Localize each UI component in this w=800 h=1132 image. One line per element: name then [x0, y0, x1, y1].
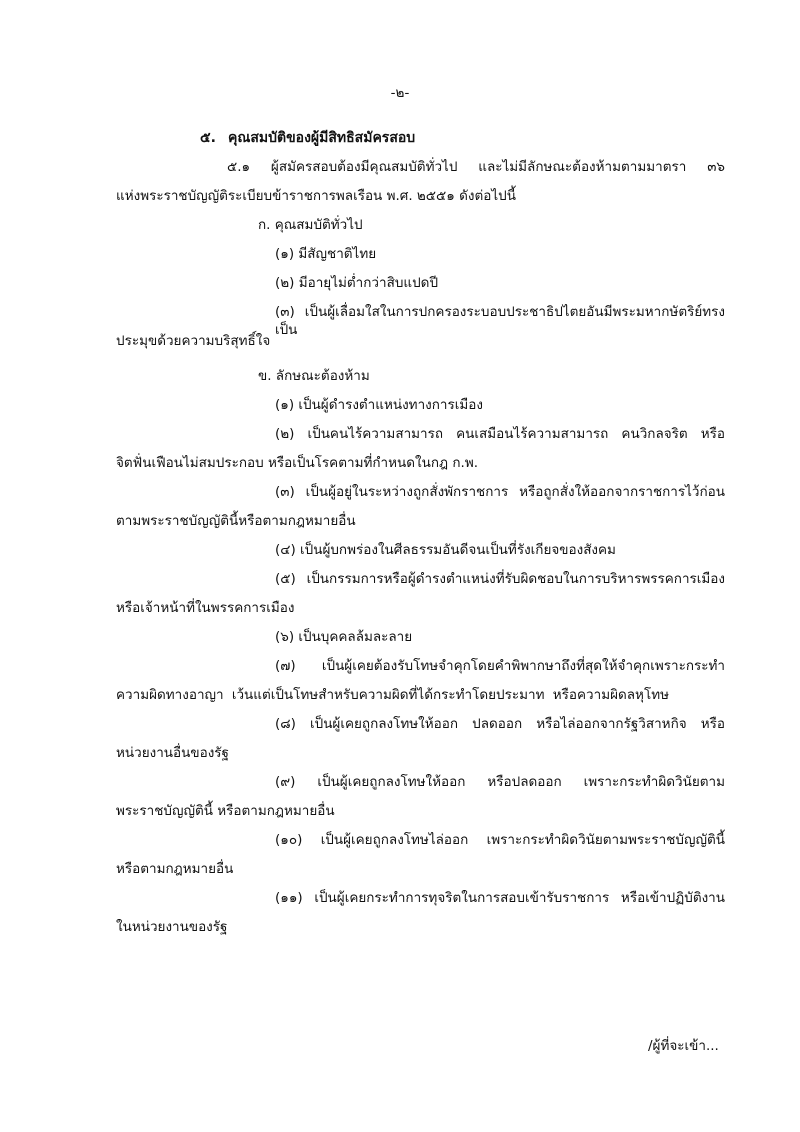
intro-line-2: แห่งพระราชบัญญัติระเบียบข้าราชการพลเรือน พ.ศ. ๒๕๕๑ ดังต่อไปนี้ [116, 188, 516, 204]
page-number: -๒- [390, 85, 410, 101]
prohibited-item-1: (๑) เป็นผู้ดำรงตำแหน่งทางการเมือง [275, 397, 483, 413]
general-heading: ก. คุณสมบัติทั่วไป [258, 217, 363, 233]
prohibited-item-11: (๑๑) เป็นผู้เคยกระทำการทุจริตในการสอบเข้ารับราชการ หรือเข้าปฏิบัติงาน [275, 890, 725, 906]
general-item-2: (๒) มีอายุไม่ต่ำกว่าสิบแปดปี [275, 275, 439, 291]
prohibited-item-5: (๕) เป็นกรรมการหรือผู้ดำรงตำแหน่งที่รับผิดชอบในการบริหารพรรคการเมือง [275, 571, 725, 587]
prohibited-item-11-cont: ในหน่วยงานของรัฐ [116, 919, 228, 935]
general-item-1: (๑) มีสัญชาติไทย [275, 246, 377, 262]
prohibited-item-7: (๗) เป็นผู้เคยต้องรับโทษจำคุกโดยคำพิพากษาถึงที่สุดให้จำคุกเพราะกระทำ [275, 658, 725, 674]
section-number: ๕. [200, 130, 216, 146]
general-item-3-cont: ประมุขด้วยความบริสุทธิ์ใจ [116, 333, 271, 349]
prohibited-item-8: (๘) เป็นผู้เคยถูกลงโทษให้ออก ปลดออก หรือไล่ออกจากรัฐวิสาหกิจ หรือ [275, 716, 725, 732]
prohibited-item-4: (๔) เป็นผู้บกพร่องในศีลธรรมอันดีจนเป็นที่รังเกียจของสังคม [275, 542, 616, 558]
prohibited-item-9-cont: พระราชบัญญัตินี้ หรือตามกฎหมายอื่น [116, 803, 335, 819]
intro-line-1: ๕.๑ ผู้สมัครสอบต้องมีคุณสมบัติทั่วไป และไม่มีลักษณะต้องห้ามตามมาตรา ๓๖ [227, 159, 725, 175]
prohibited-item-3: (๓) เป็นผู้อยู่ในระหว่างถูกสั่งพักราชการ หรือถูกสั่งให้ออกจากราชการไว้ก่อน [275, 484, 725, 500]
prohibited-item-7-cont: ความผิดทางอาญา เว้นแต่เป็นโทษสำหรับความผิดที่ได้กระทำโดยประมาท หรือความผิดลหุโทษ [116, 687, 669, 703]
prohibited-item-6: (๖) เป็นบุคคลล้มละลาย [275, 629, 413, 645]
continuation-marker: /ผู้ที่จะเข้า... [648, 1038, 719, 1054]
prohibited-item-10-cont: หรือตามกฎหมายอื่น [116, 861, 234, 877]
prohibited-item-5-cont: หรือเจ้าหน้าที่ในพรรคการเมือง [116, 600, 295, 616]
general-item-3: (๓) เป็นผู้เลื่อมใสในการปกครองระบอบประชาธิปไตยอันมีพระมหากษัตริย์ทรงเป็น [275, 304, 725, 338]
prohibited-item-2: (๒) เป็นคนไร้ความสามารถ คนเสมือนไร้ความสามารถ คนวิกลจริต หรือ [275, 426, 725, 442]
prohibited-item-2-cont: จิตฟั่นเฟือนไม่สมประกอบ หรือเป็นโรคตามที่กำหนดในกฎ ก.พ. [116, 455, 479, 471]
prohibited-item-9: (๙) เป็นผู้เคยถูกลงโทษให้ออก หรือปลดออก เพราะกระทำผิดวินัยตาม [275, 774, 725, 790]
section-title: คุณสมบัติของผู้มีสิทธิสมัครสอบ [228, 130, 416, 146]
prohibited-item-8-cont: หน่วยงานอื่นของรัฐ [116, 745, 229, 761]
prohibited-heading: ข. ลักษณะต้องห้าม [258, 368, 370, 384]
prohibited-item-10: (๑๐) เป็นผู้เคยถูกลงโทษไล่ออก เพราะกระทำผิดวินัยตามพระราชบัญญัตินี้ [275, 832, 725, 848]
prohibited-item-3-cont: ตามพระราชบัญญัตินี้หรือตามกฎหมายอื่น [116, 513, 356, 529]
